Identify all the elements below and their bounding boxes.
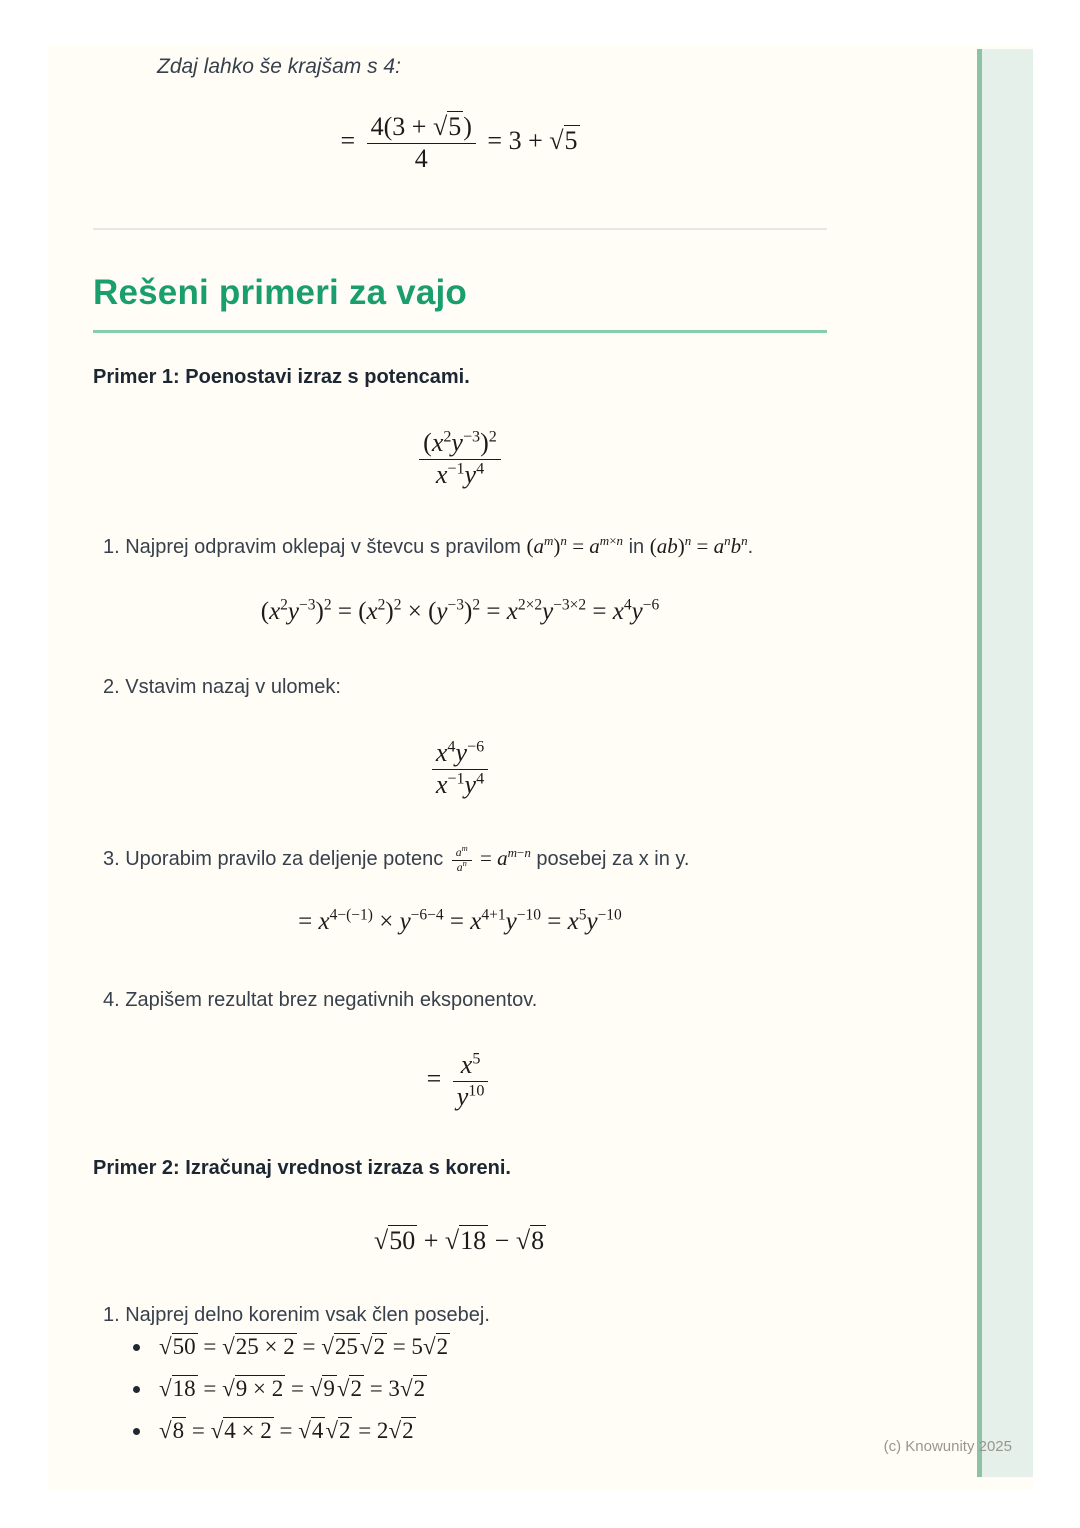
primer1-step4: 4. Zapišem rezultat brez negativnih eksponentov.: [103, 989, 538, 1011]
section-divider: [93, 228, 827, 230]
list-item: [133, 1376, 427, 1402]
copyright-text: (c) Knowunity 2025: [883, 1438, 1012, 1455]
bullet-icon: [133, 1344, 140, 1351]
step1-math2: $(ab)^n = a^nb^n$: [649, 533, 748, 558]
bullet-math: √50 = √25 × 2 = √25√2 = 5√2: [159, 1334, 449, 1359]
intro-equation: = $\frac{4(3 + √5)}{4}$ = 3 + √5: [340, 112, 578, 173]
step3-math: $\frac{a^m}{a^n}$ = $a^{m-n}$: [449, 846, 531, 870]
bullet-math: √18 = √9 × 2 = √9√2 = 3√2: [159, 1376, 426, 1401]
step3-text-before: 3. Uporabim pravilo za deljenje potenc: [103, 848, 449, 871]
bullet-math: √8 = √4 × 2 = √4√2 = 2√2: [159, 1418, 414, 1443]
primer1-step2-fraction: $\frac{x^4y^{-6}}{x^{-1}y^4}$: [93, 738, 827, 800]
list-item: [133, 1334, 450, 1360]
step1-text-after: .: [747, 536, 754, 558]
bullet-icon: [133, 1428, 140, 1435]
primer1-step1-equation: $(x^2y^{-3})^2 = (x^2)^2 \times (y^{-3})^2 = x^{2\times 2}y^{-3\times 2} = x^4y^{-6}$: [260, 596, 660, 625]
primer1-step3: [103, 843, 843, 875]
bullet-icon: [133, 1386, 140, 1393]
primer1-step4-result: = $\frac{x^5}{y^{10}}$: [93, 1050, 827, 1112]
primer1-expression: $\frac{(x^2y^{-3})^2}{x^{-1}y^4}$: [93, 428, 827, 490]
intro-note: Zdaj lahko še krajšam s 4:: [157, 55, 401, 78]
primer2-step1: 1. Najprej delno korenim vsak člen posebej.: [103, 1304, 490, 1326]
heading-underline: [93, 330, 827, 333]
step3-text-after: posebej za x in y.: [530, 848, 690, 871]
primer2-expression: √50 + √18 − √8: [373, 1226, 545, 1255]
primer1-step3-equation: = $x^{4-(-1)} \times y^{-6-4} = x^{4+1}y^{-10} = x^5y^{-10}$: [298, 906, 622, 935]
step1-text-mid: in: [623, 536, 650, 558]
primer1-title: Primer 1: Poenostavi izraz s potencami.: [93, 366, 470, 388]
decorative-green-strip: [977, 49, 1033, 1477]
primer2-title: Primer 2: Izračunaj vrednost izraza s koreni.: [93, 1157, 511, 1179]
section-heading: Rešeni primeri za vajo: [93, 273, 468, 312]
primer1-step2: 2. Vstavim nazaj v ulomek:: [103, 676, 341, 698]
primer1-step1: [103, 534, 843, 559]
step1-math1: $(a^m)^n = a^{m\times n}$: [526, 533, 624, 558]
step1-text-before: 1. Najprej odpravim oklepaj v števcu s pravilom: [103, 536, 527, 558]
